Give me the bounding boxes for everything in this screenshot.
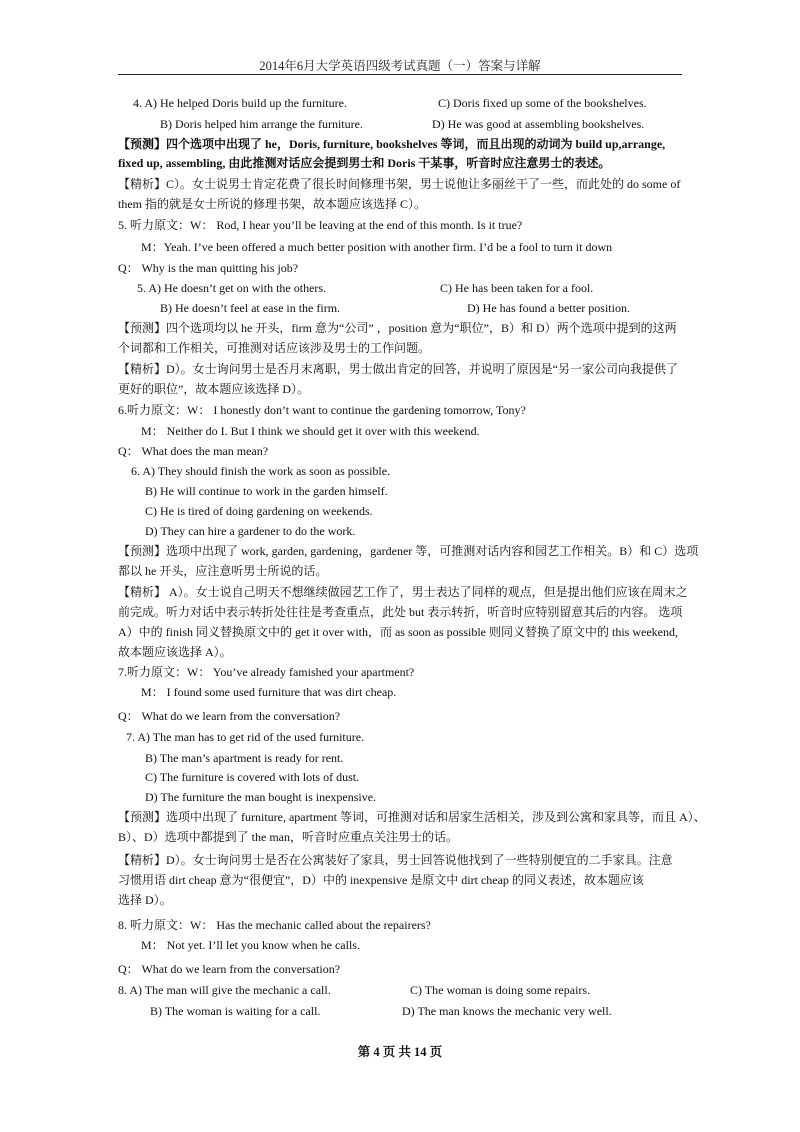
text-line: 【精析】 A）。女士说自己明天不想继续做园艺工作了，男士表达了同样的观点，但是提出他们应该在周末之 bbox=[118, 585, 688, 599]
text-line: B) The man’s apartment is ready for rent. bbox=[145, 751, 344, 765]
text-line: C) The furniture is covered with lots of dust. bbox=[145, 770, 360, 784]
text-line: 故本题应该选择 A）。 bbox=[118, 645, 232, 659]
text-line: C) He is tired of doing gardening on weekends. bbox=[145, 504, 373, 518]
text-line: 都以 he 开头，应注意听男士所说的话。 bbox=[118, 564, 328, 578]
text-line: B) The woman is waiting for a call. bbox=[150, 1004, 321, 1018]
text-line: M： Not yet. I’ll let you know when he calls. bbox=[141, 938, 360, 952]
text-line: 8. A) The man will give the mechanic a call. bbox=[118, 983, 331, 997]
text-line-right-column: C) He has been taken for a fool. bbox=[440, 281, 594, 295]
text-line: 前完成。听力对话中表示转折处往往是考查重点，此处 but 表示转折，听音时应特别留意其后的内容。 选项 bbox=[118, 605, 683, 619]
header-rule bbox=[118, 74, 682, 75]
text-line: Q： What does the man mean? bbox=[118, 444, 269, 458]
text-line: M： Neither do I. But I think we should get it over with this weekend. bbox=[141, 424, 480, 438]
text-line: them 指的就是女士所说的修理书架，故本题应该选择 C）。 bbox=[118, 197, 427, 211]
text-line: Q： What do we learn from the conversation? bbox=[118, 709, 341, 723]
text-line-right-column: C) The woman is doing some repairs. bbox=[410, 983, 591, 997]
text-line: B) He will continue to work in the garden himself. bbox=[145, 484, 388, 498]
text-line: 【精析】C）。女士说男士肯定花费了很长时间修理书架，男士说他让多丽丝干了一些，而此处的 do some of bbox=[118, 177, 681, 191]
text-line: B) Doris helped him arrange the furniture. bbox=[160, 117, 363, 131]
text-line: 6. A) They should finish the work as soon as possible. bbox=[131, 464, 391, 478]
text-line: B）、D）选项中都提到了 the man，听音时应重点关注男士的话。 bbox=[118, 830, 458, 844]
text-line: 5. A) He doesn’t get on with the others. bbox=[137, 281, 327, 295]
text-line: D) They can hire a gardener to do the work. bbox=[145, 524, 356, 538]
text-line: 个词都和工作相关，可推测对话应该涉及男士的工作问题。 bbox=[118, 341, 431, 355]
text-line: 7.听力原文：W： You’ve already famished your apartment? bbox=[118, 665, 415, 679]
text-line-right-column: D) He has found a better position. bbox=[467, 301, 630, 315]
text-line: 习惯用语 dirt cheap 意为“很便宜”，D）中的 inexpensive 是原文中 dirt cheap 的同义表述，故本题应该 bbox=[118, 873, 644, 887]
text-line-right-column: D) The man knows the mechanic very well. bbox=[402, 1004, 612, 1018]
text-line: D) The furniture the man bought is inexpensive. bbox=[145, 790, 377, 804]
text-line: 【预测】选项中出现了 work, garden, gardening，gardener 等，可推测对话内容和园艺工作相关。B）和 C）选项 bbox=[118, 544, 699, 558]
text-line-right-column: C) Doris fixed up some of the bookshelves. bbox=[438, 96, 647, 110]
text-line: Q： Why is the man quitting his job? bbox=[118, 261, 299, 275]
text-line: 【预测】选项中出现了 furniture, apartment 等词，可推测对话和居家生活相关，涉及到公寓和家具等，而且 A）、 bbox=[118, 810, 706, 824]
text-line: 【预测】四个选项均以 he 开头，firm 意为“公司” ，position 意为“职位”，B）和 D）两个选项中提到的这两 bbox=[118, 321, 677, 335]
text-line: 5. 听力原文：W： Rod, I hear you’ll be leaving at the end of this month. Is it true? bbox=[118, 218, 523, 232]
text-line: 【预测】四个选项中出现了 he，Doris, furniture, bookshelves 等词，而且出现的动词为 build up,arrange, bbox=[118, 137, 666, 151]
text-line: M：Yeah. I’ve been offered a much better position with another firm. I’d be a fool to turn it down bbox=[141, 240, 613, 254]
page-footer: 第 4 页 共 14 页 bbox=[357, 1045, 443, 1059]
text-line: M： I found some used furniture that was dirt cheap. bbox=[141, 685, 397, 699]
text-line: 【精析】D）。女士询问男士是否月末离职，男士做出肯定的回答，并说明了原因是“另一家公司向我提供了 bbox=[118, 362, 678, 376]
text-line: 更好的职位”，故本题应该选择 D）。 bbox=[118, 382, 309, 396]
text-line: 选择 D）。 bbox=[118, 893, 172, 907]
text-line: B) He doesn’t feel at ease in the firm. bbox=[160, 301, 341, 315]
text-line: Q： What do we learn from the conversation? bbox=[118, 962, 341, 976]
text-line: 6.听力原文：W： I honestly don’t want to continue the gardening tomorrow, Tony? bbox=[118, 403, 526, 417]
page-header: 2014年6月大学英语四级考试真题（一）答案与详解 bbox=[259, 59, 541, 73]
text-line-right-column: D) He was good at assembling bookshelves. bbox=[432, 117, 645, 131]
text-line: 8. 听力原文：W： Has the mechanic called about the repairers? bbox=[118, 918, 431, 932]
text-line: 4. A) He helped Doris build up the furniture. bbox=[133, 96, 347, 110]
text-line: A）中的 finish 同义替换原文中的 get it over with，而 as soon as possible 则同义替换了原文中的 this weekend, bbox=[118, 625, 678, 639]
text-line: 7. A) The man has to get rid of the used furniture. bbox=[126, 730, 365, 744]
text-line: 【精析】D）。女士询问男士是否在公寓装好了家具，男士回答说他找到了一些特别便宜的二手家具。注意 bbox=[118, 853, 673, 867]
text-line: fixed up, assembling, 由此推测对话应会提到男士和 Doris 干某事，听音时应注意男士的表述。 bbox=[118, 156, 611, 170]
